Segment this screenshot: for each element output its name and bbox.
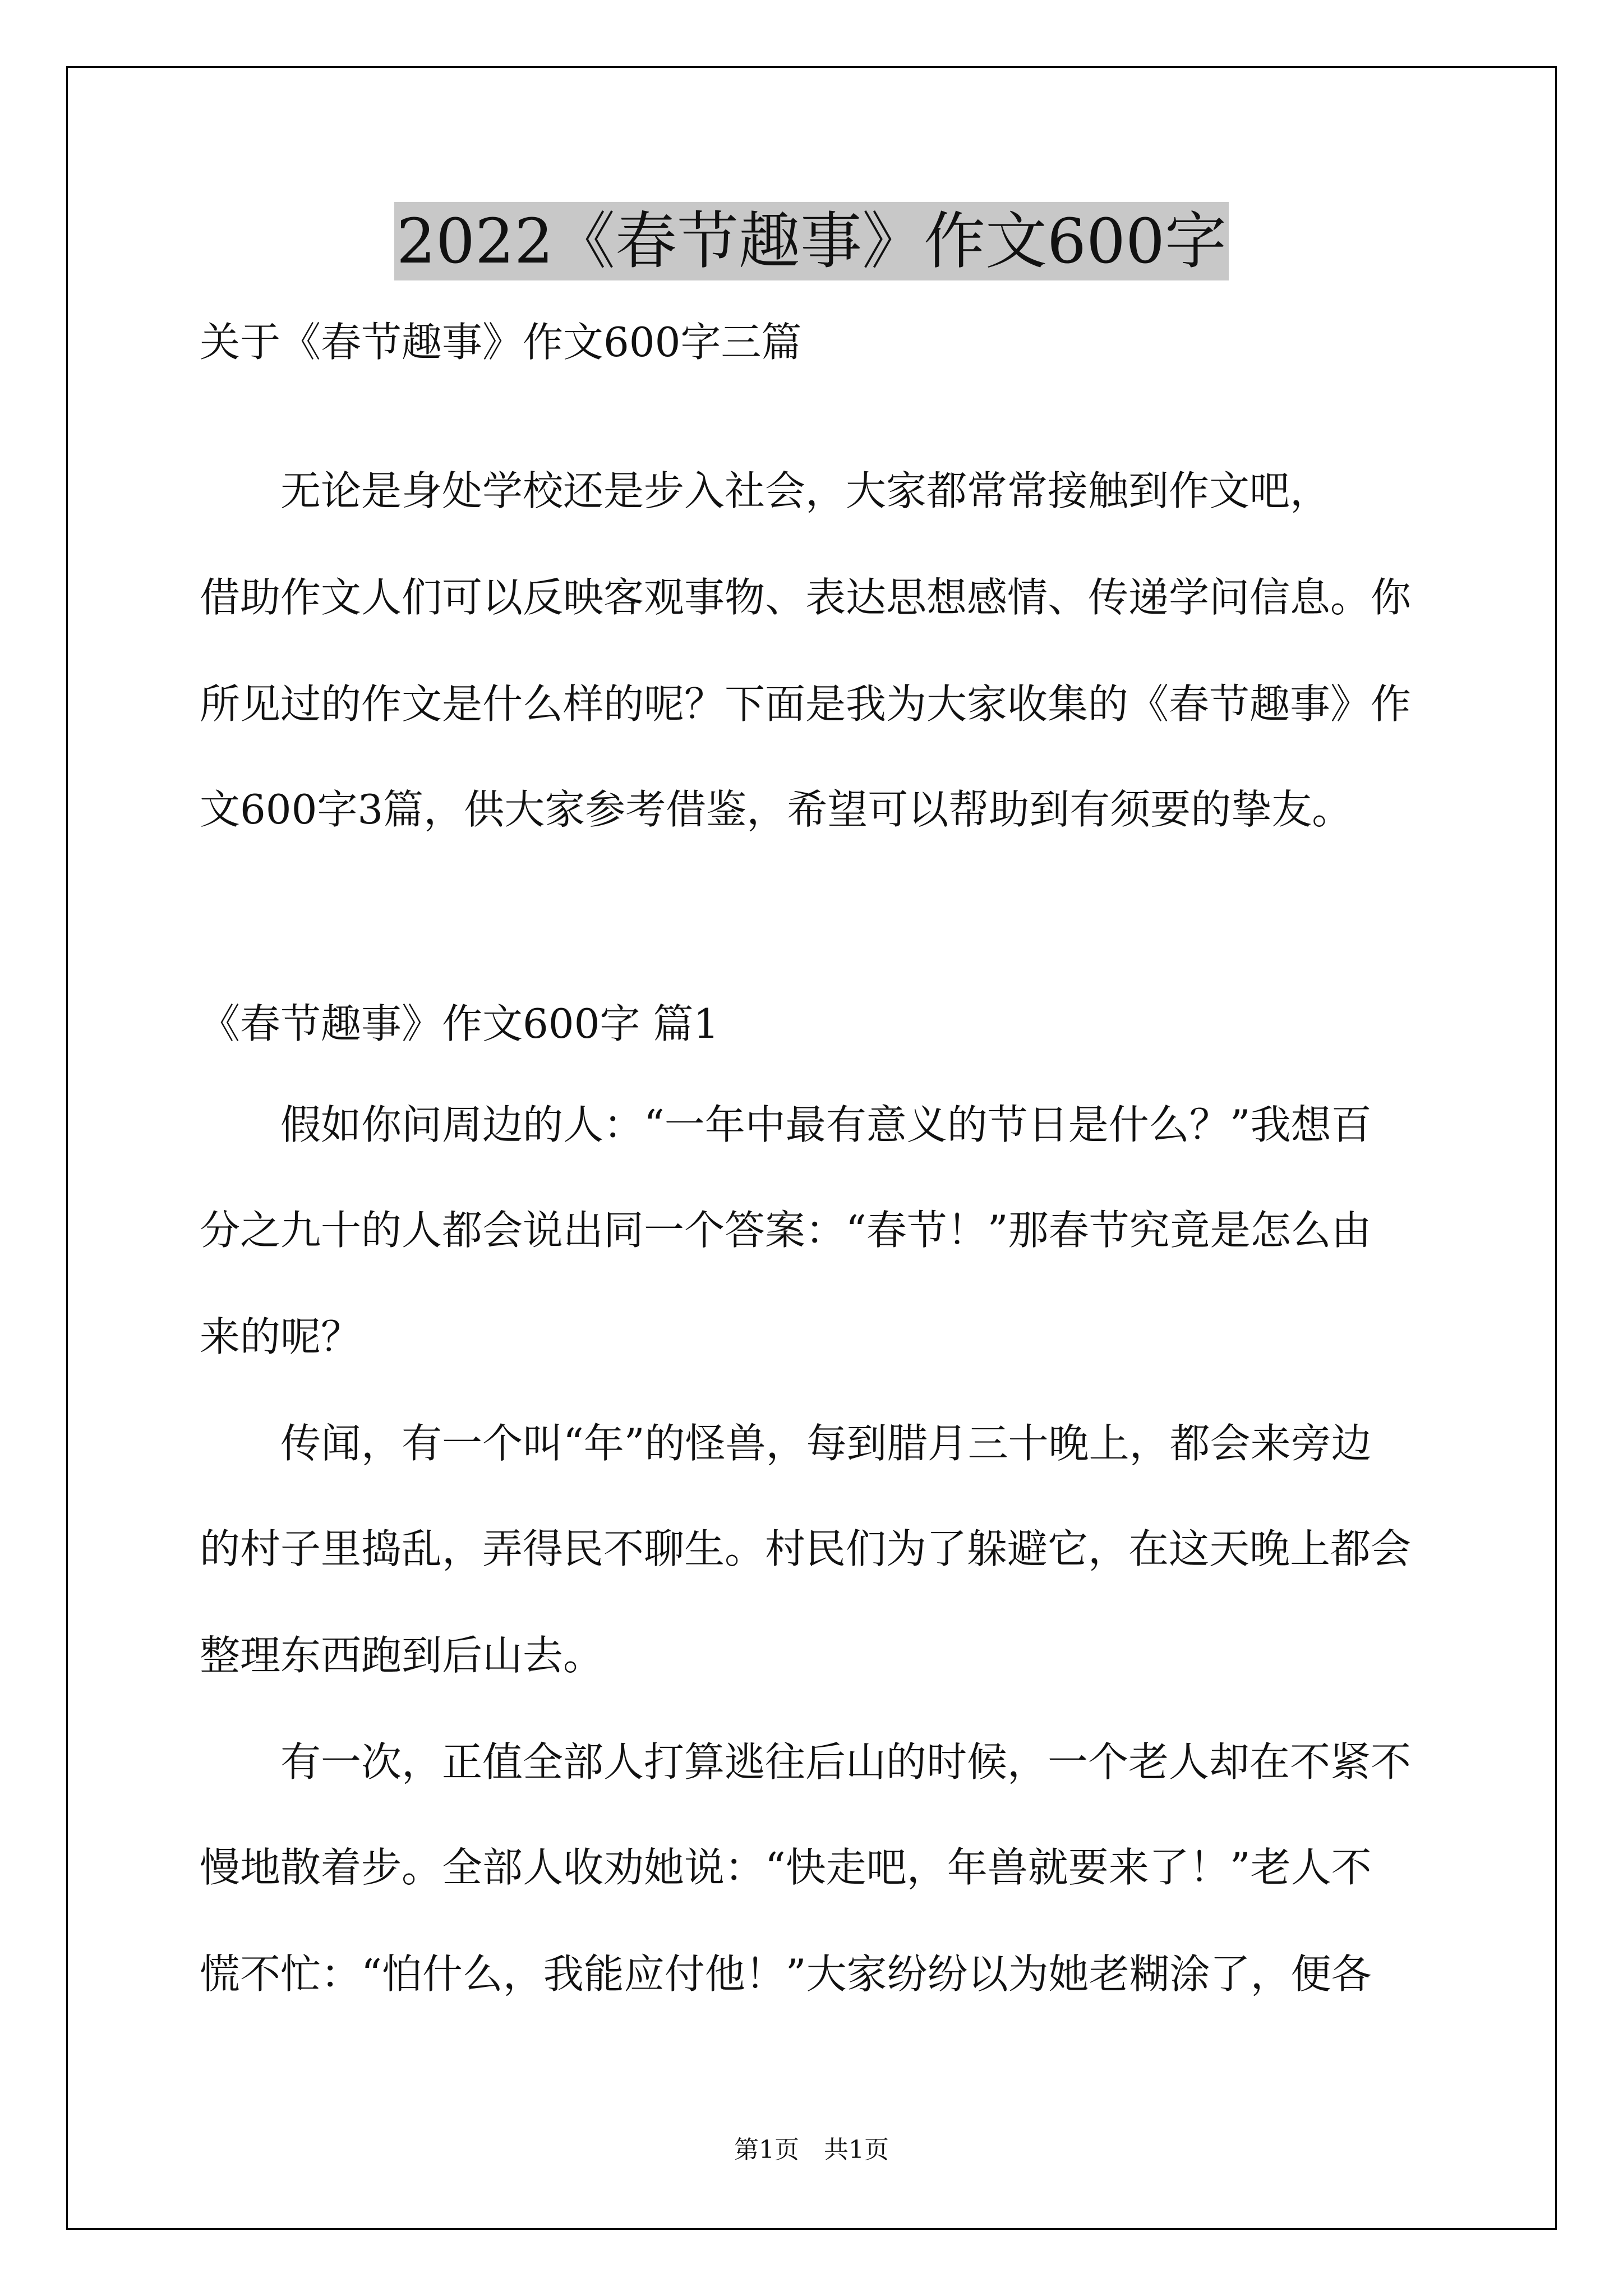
- body-line: 有一次，正值全部人打算逃往后山的时候，一个老人却在不紧不: [200, 1738, 1412, 1786]
- body-line: 传闻，有一个叫“年”的怪兽，每到腊月三十晚上，都会来旁边: [200, 1420, 1372, 1467]
- title-container: [0, 202, 1623, 280]
- body-line: 假如你问周边的人：“一年中最有意义的节日是什么？”我想百: [200, 1101, 1372, 1148]
- intro-line: 所见过的作文是什么样的呢？下面是我为大家收集的《春节趣事》作: [200, 680, 1412, 728]
- body-line: 来的呢？: [200, 1313, 362, 1360]
- body-line: 的村子里捣乱，弄得民不聊生。村民们为了躲避它，在这天晚上都会: [200, 1525, 1412, 1572]
- intro-line: 借助作文人们可以反映客观事物、表达思想感情、传递学问信息。你: [200, 574, 1412, 621]
- subtitle: 关于《春节趣事》作文600字三篇: [200, 319, 802, 366]
- page-footer: 第1页 共1页: [734, 2136, 889, 2164]
- section-heading: 《春节趣事》作文600字 篇1: [200, 1000, 720, 1047]
- body-line: 分之九十的人都会说出同一个答案：“春节！”那春节究竟是怎么由: [200, 1207, 1372, 1254]
- body-line: 慌不忙：“怕什么，我能应付他！”大家纷纷以为她老糊涂了，便各: [200, 1950, 1372, 1998]
- intro-line: 文600字3篇，供大家参考借鉴，希望可以帮助到有须要的挚友。: [200, 786, 1353, 833]
- document-title: 2022《春节趣事》作文600字: [394, 202, 1229, 280]
- intro-line: 无论是身处学校还是步入社会，大家都常常接触到作文吧，: [200, 467, 1331, 514]
- body-line: 整理东西跑到后山去。: [200, 1632, 604, 1679]
- body-line: 慢地散着步。全部人收劝她说：“快走吧，年兽就要来了！”老人不: [200, 1844, 1372, 1891]
